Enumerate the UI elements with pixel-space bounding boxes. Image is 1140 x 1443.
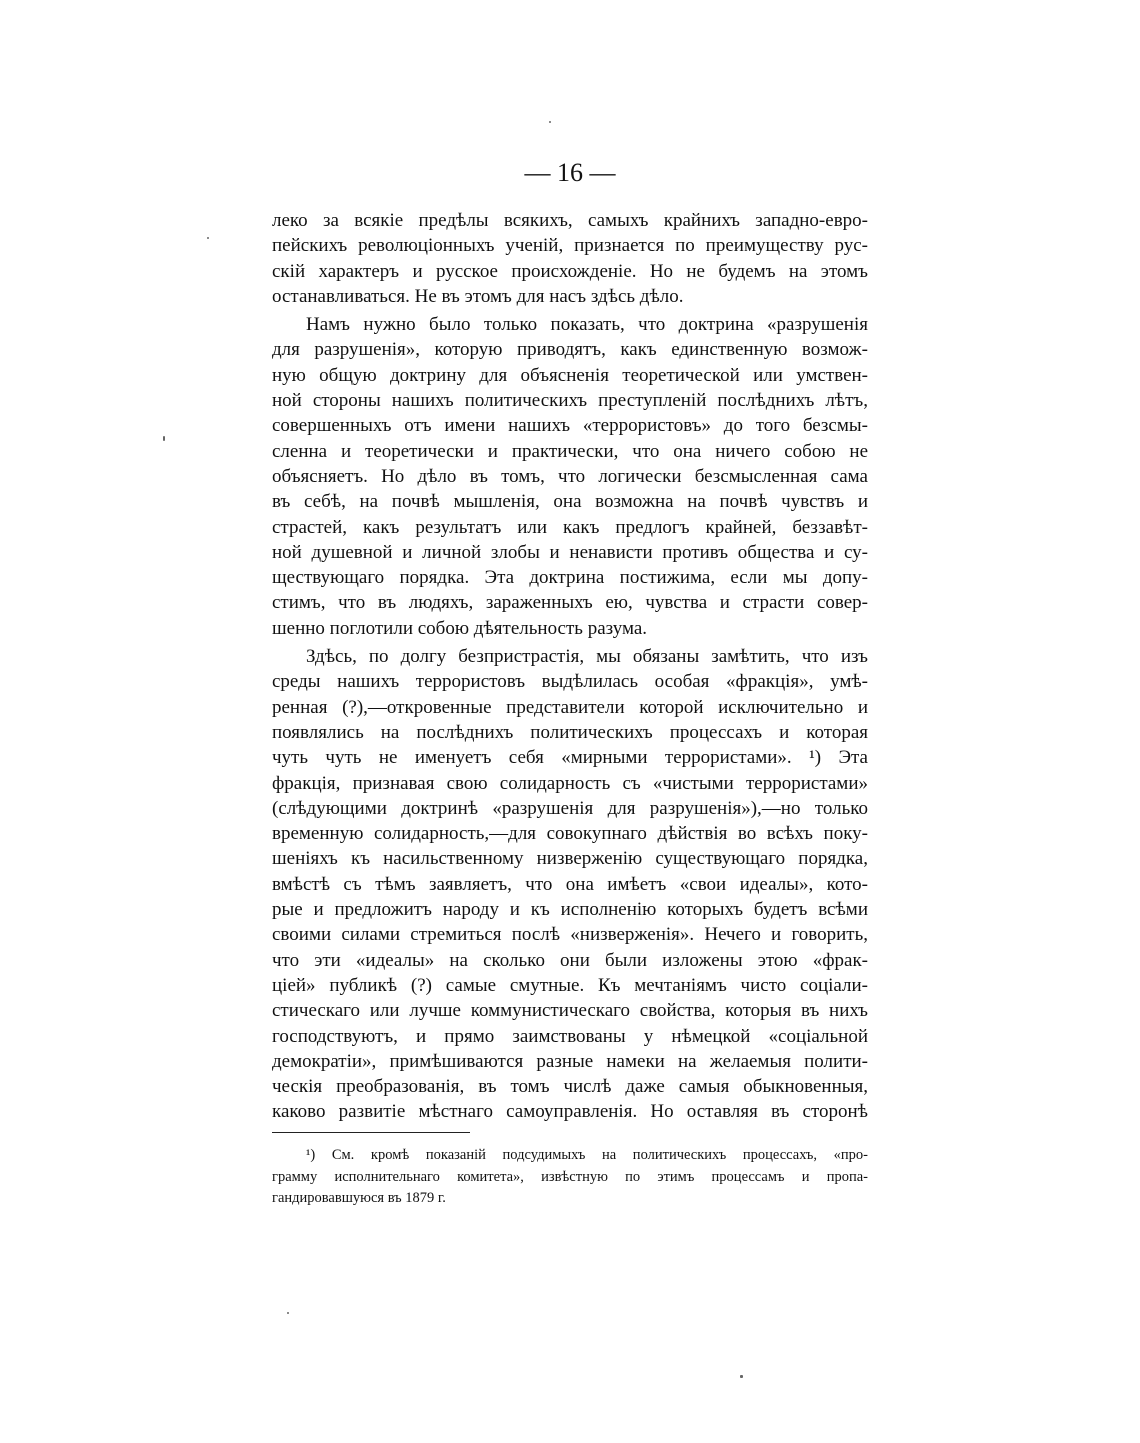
footnote	[272, 1145, 868, 1210]
text-line: ную общую доктрину для объясненія теоретической или умствен-	[272, 364, 868, 386]
text-line: стимъ, что въ людяхъ, зараженныхъ ею, чувства и страсти совер-	[272, 592, 868, 614]
scan-speck	[740, 1375, 743, 1378]
text-line: ціей» публикѣ (?) самые смутные. Къ мечтаніямъ чисто соціали-	[272, 974, 868, 996]
text-line: для разрушенія», которую приводятъ, какъ единственную возмож-	[272, 339, 868, 361]
text-line: ческія преобразованія, въ томъ числѣ даже самыя обыкновенныя,	[272, 1076, 868, 1098]
footnote-divider	[272, 1132, 470, 1133]
scan-speck	[549, 121, 551, 123]
text-line: среды нашихъ террористовъ выдѣлилась особая «фракція», умѣ-	[272, 671, 868, 693]
scan-speck	[207, 237, 209, 239]
text-line: ренная (?),—откровенные представители которой исключительно и	[272, 696, 868, 718]
text-line: леко за всякіе предѣлы всякихъ, самыхъ крайнихъ западно-евро-	[272, 210, 868, 231]
text-line: Намъ нужно было только показать, что доктрина «разрушенія	[306, 314, 868, 336]
footnote-line: грамму исполнительнаго комитета», извѣстную по этимъ процессамъ и пропа-	[272, 1168, 868, 1185]
text-line: ществующаго порядка. Эта доктрина постижима, если мы допу-	[272, 567, 868, 589]
scan-speck	[163, 436, 165, 441]
text-line: шеніяхъ къ насильственному низверженію существующаго порядка,	[272, 848, 868, 870]
text-line: вмѣстѣ съ тѣмъ заявляетъ, что она имѣетъ «свои идеалы», кото-	[272, 873, 868, 895]
scan-speck	[287, 1312, 289, 1314]
text-line: въ себѣ, на почвѣ мышленія, она возможна на почвѣ чувствъ и	[272, 491, 868, 513]
text-line: скій характеръ и русское происхожденіе. Но не будемъ на этомъ	[272, 260, 868, 282]
body-text	[272, 208, 868, 1125]
text-line: временную солидарность,—для совокупнаго дѣйствія во всѣхъ поку-	[272, 823, 868, 845]
text-line: каково развитіе мѣстнаго самоуправленія. Но оставляя въ сторонѣ	[272, 1101, 868, 1123]
text-line: объясняетъ. Но дѣло въ томъ, что логически безсмысленная сама	[272, 465, 868, 487]
text-line: господствуютъ, и прямо заимствованы у нѣмецкой «соціальной	[272, 1025, 868, 1047]
text-line: ной стороны нашихъ политическихъ преступленій послѣднихъ лѣтъ,	[272, 390, 868, 412]
footnote-line: гандировавшуюся въ 1879 г.	[272, 1190, 446, 1206]
text-line: своими силами стремиться послѣ «низверженія». Нечего и говорить,	[272, 924, 868, 946]
text-line: останавливаться. Не въ этомъ для насъ здѣсь дѣло.	[272, 285, 684, 307]
text-line: рые и предложитъ народу и къ исполненію которыхъ будетъ всѣми	[272, 899, 868, 921]
text-line: появлялись на послѣднихъ политическихъ процессахъ и которая	[272, 721, 868, 743]
text-line: что эти «идеалы» на сколько они были изложены этою «фрак-	[272, 949, 868, 971]
text-line: фракція, признавая свою солидарность съ «чистыми террористами»	[272, 772, 868, 794]
text-line: шенно поглотили собою дѣятельность разума.	[272, 617, 648, 639]
text-line: Здѣсь, по долгу безпристрастія, мы обязаны замѣтить, что изъ	[306, 646, 868, 668]
text-line: чуть чуть не именуетъ себя «мирными террористами». ¹) Эта	[272, 747, 868, 769]
footnote-line: ¹) См. кромѣ показаній подсудимыхъ на политическихъ процессахъ, «про-	[306, 1147, 868, 1163]
text-line: страстей, какъ результатъ или какъ предлогъ крайней, беззавѣт-	[272, 516, 868, 538]
page-number: — 16 —	[524, 158, 616, 187]
text-line: сленна и теоретически и практически, что она ничего собою не	[272, 440, 868, 462]
text-line: стическаго или лучше коммунистическаго свойства, которыя въ нихъ	[272, 1000, 868, 1022]
text-line: пейскихъ революціонныхъ ученій, признается по преимуществу рус-	[272, 235, 868, 257]
text-line: (слѣдующими доктринѣ «разрушенія для разрушенія»),—но только	[272, 797, 868, 819]
text-line: совершенныхъ отъ имени нашихъ «террористовъ» до того безсмы-	[272, 415, 868, 437]
text-line: демократіи», примѣшиваются разные намеки на желаемыя полити-	[272, 1050, 868, 1072]
text-line: ной душевной и личной злобы и ненависти противъ общества и су-	[272, 541, 868, 563]
